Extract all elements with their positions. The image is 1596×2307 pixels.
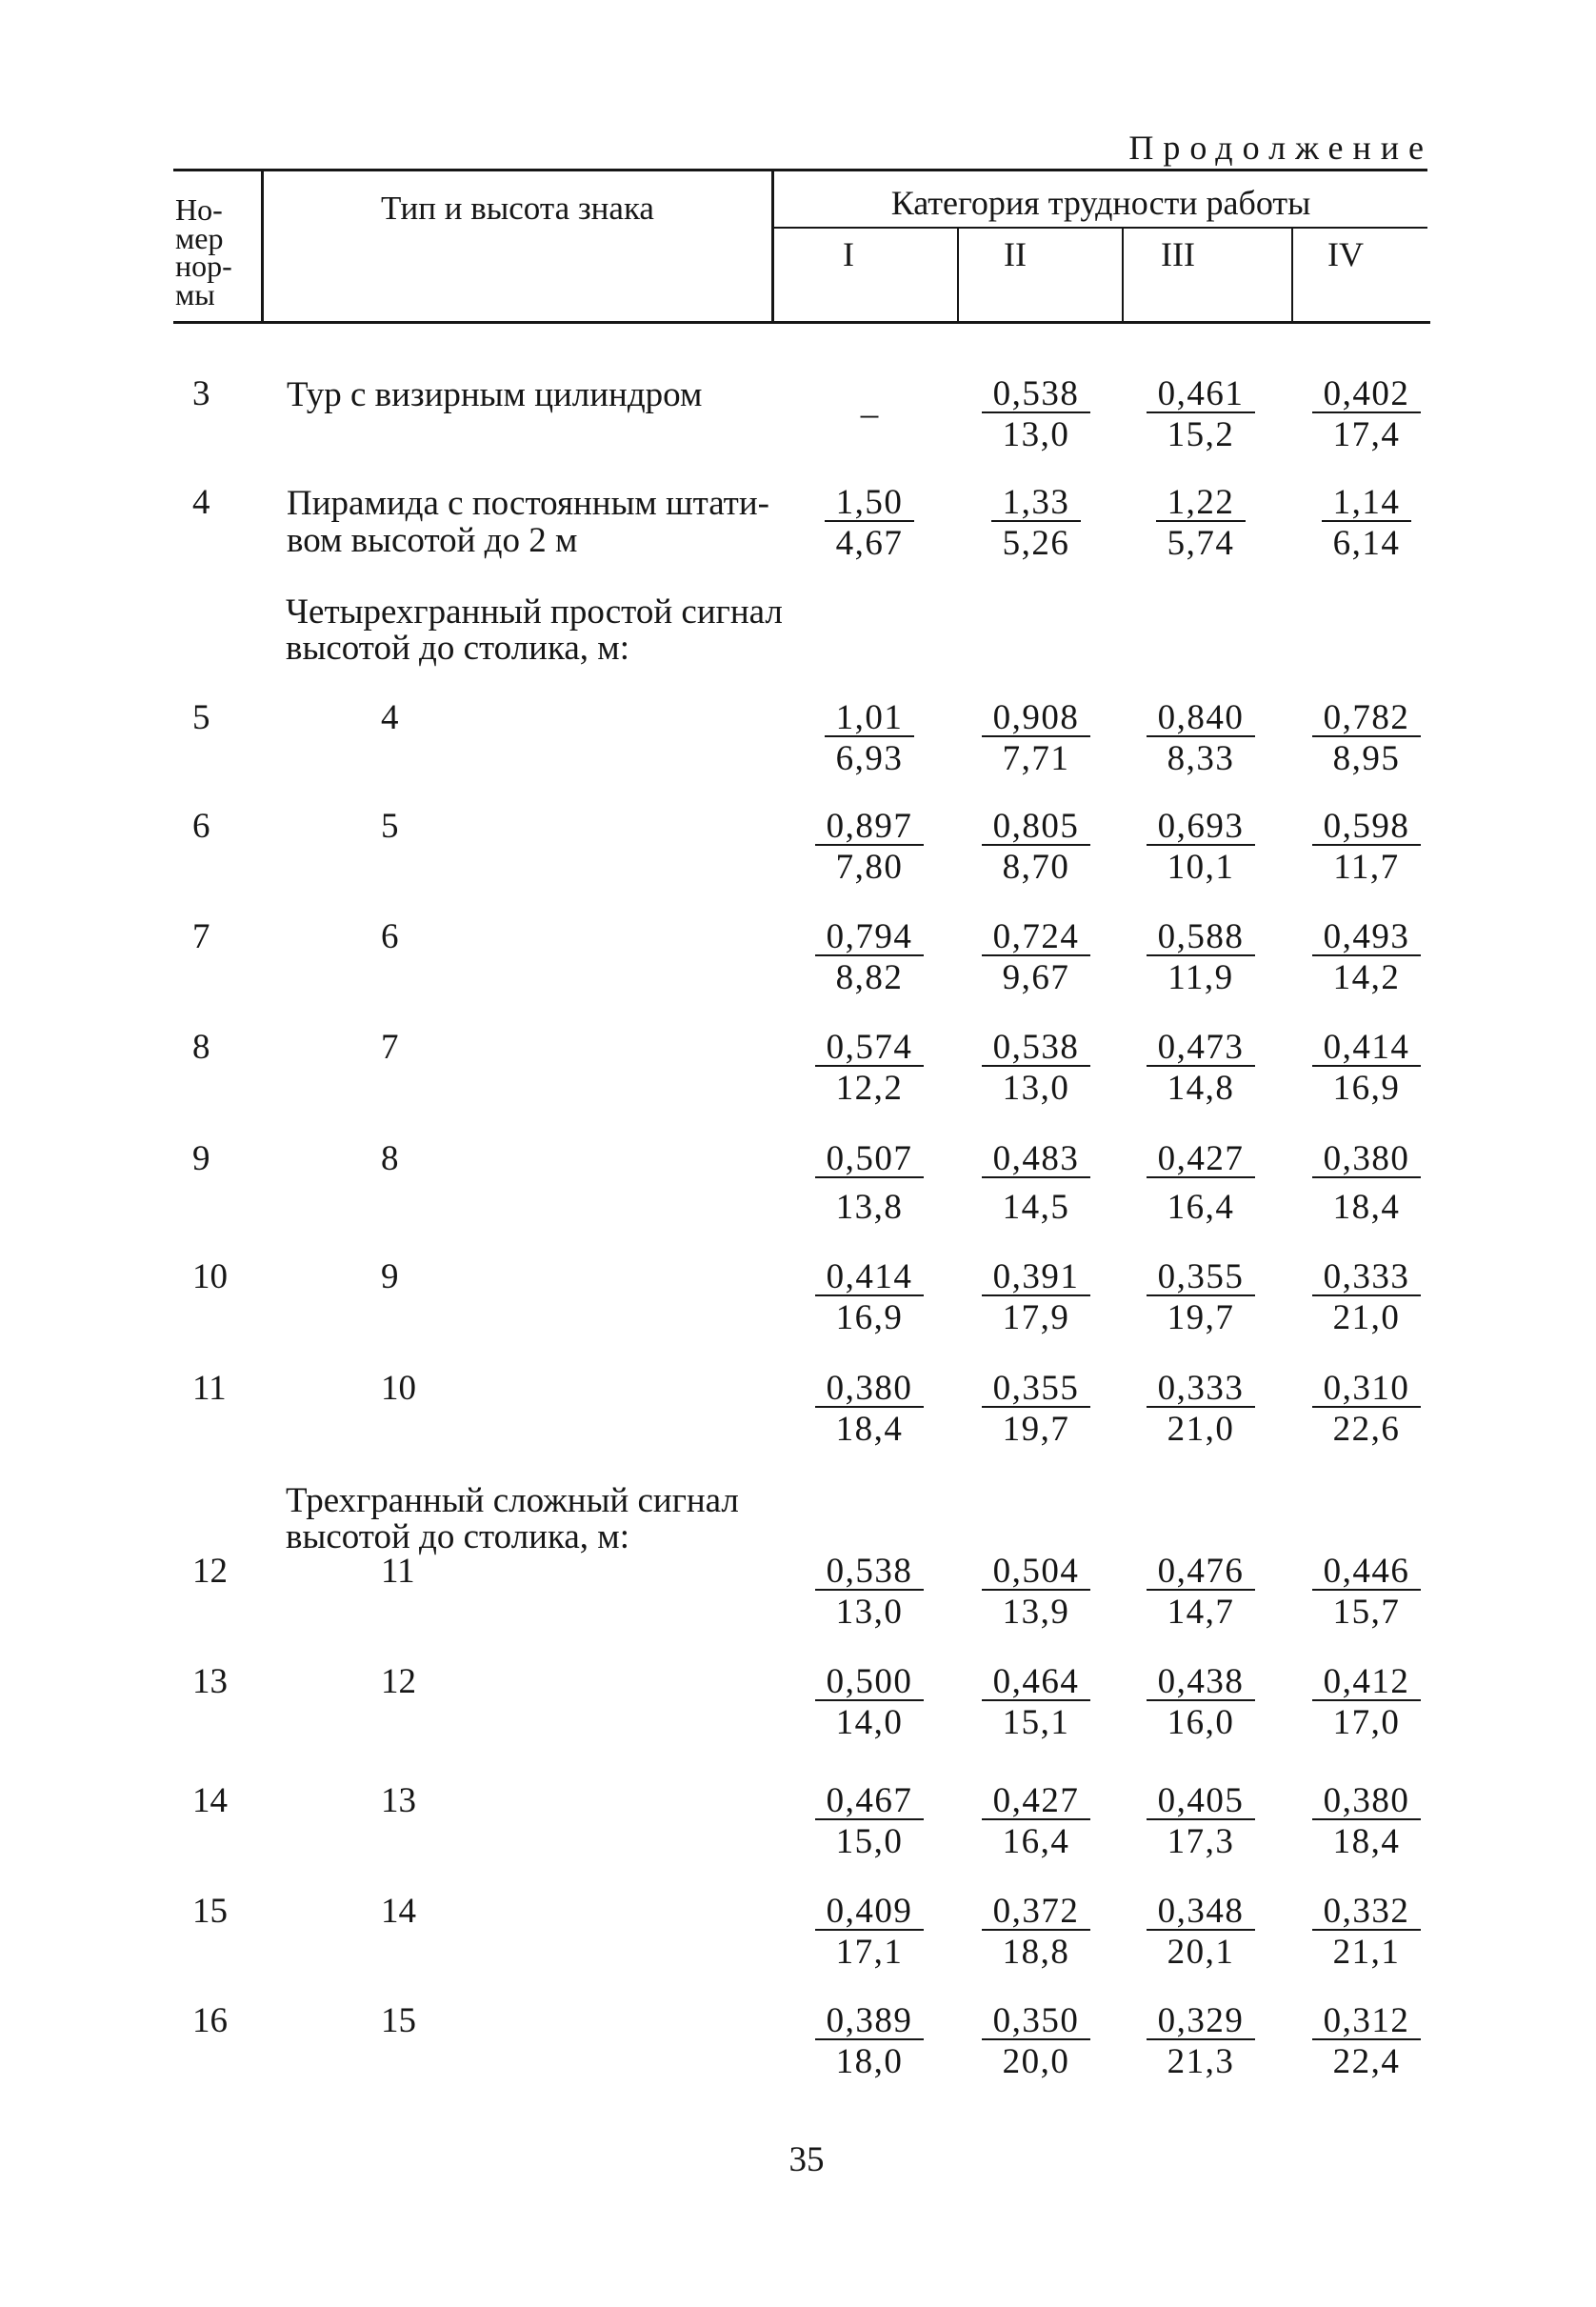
norm-numerator: 0,473 — [1147, 1031, 1256, 1067]
signal-height: 14 — [381, 1892, 416, 1931]
norm-fraction-category-ii — [941, 807, 1131, 887]
norm-number-header-line: мер — [175, 220, 224, 255]
norm-fraction-category-ii — [941, 917, 1131, 997]
norm-fraction-category-ii — [941, 1781, 1131, 1861]
norm-numerator: 1,50 — [825, 486, 915, 522]
empty-value-dash: – — [860, 394, 879, 433]
norm-denominator: 14,5 — [1002, 1188, 1070, 1227]
norm-number: 9 — [192, 1139, 210, 1178]
norm-numerator: 0,504 — [982, 1555, 1091, 1591]
norm-denominator: 21,3 — [1167, 2042, 1235, 2081]
norm-denominator: 5,26 — [1002, 524, 1070, 563]
norm-numerator: 1,33 — [991, 486, 1082, 522]
norm-numerator: 0,372 — [982, 1895, 1091, 1931]
norm-denominator: 8,82 — [835, 958, 904, 997]
norm-numerator: 0,310 — [1312, 1372, 1422, 1408]
norm-number: 7 — [192, 917, 210, 956]
table-row — [0, 919, 1596, 1014]
norm-denominator: 5,74 — [1167, 524, 1235, 563]
norm-number: 13 — [192, 1662, 228, 1701]
norm-fraction-category-iv — [1271, 1781, 1462, 1861]
norm-denominator: 22,4 — [1332, 2042, 1401, 2081]
norm-denominator: 13,8 — [835, 1188, 904, 1227]
norm-number-header-line: Но- — [175, 192, 223, 227]
norm-denominator: 19,7 — [1002, 1410, 1070, 1449]
norm-fraction-category-iii — [1106, 1369, 1296, 1449]
norm-numerator: 0,355 — [1147, 1260, 1256, 1296]
norm-numerator: 0,538 — [982, 377, 1091, 413]
norm-fraction-category-iii — [1106, 1781, 1296, 1861]
norm-numerator: 0,332 — [1312, 1895, 1422, 1931]
norm-number: 15 — [192, 1892, 228, 1931]
norm-numerator: 0,409 — [815, 1895, 925, 1931]
section-heading-line: высотой до столика, м: — [286, 1517, 629, 1556]
norm-fraction-category-iii — [1106, 1662, 1296, 1742]
norm-fraction-category-iii — [1106, 698, 1296, 778]
norm-numerator: 0,414 — [1312, 1031, 1422, 1067]
norm-denominator: 13,0 — [1002, 1069, 1070, 1108]
section-heading-line: Трехгранный сложный сигнал — [286, 1481, 739, 1520]
category-header-ii: II — [1004, 235, 1027, 273]
norm-denominator: 14,7 — [1167, 1593, 1235, 1632]
norm-numerator: 0,438 — [1147, 1665, 1256, 1701]
norm-number: 16 — [192, 2001, 228, 2040]
norm-fraction-category-i — [774, 1028, 965, 1108]
norm-fraction-category-iv — [1271, 1552, 1462, 1632]
norm-fraction-category-i — [774, 1552, 965, 1632]
norm-denominator: 13,0 — [835, 1593, 904, 1632]
norm-numerator: 0,380 — [1312, 1784, 1422, 1820]
signal-height: 9 — [381, 1257, 399, 1296]
norm-fraction-category-iv — [1271, 698, 1462, 778]
sign-type-name-line: Тур с визирным цилиндром — [287, 375, 703, 414]
norm-denominator: 4,67 — [835, 524, 904, 563]
signal-height: 13 — [381, 1781, 416, 1820]
norm-fraction-category-iv — [1271, 917, 1462, 997]
continuation-label: Продолжение — [1128, 129, 1433, 167]
norm-fraction-category-iv — [1271, 1892, 1462, 1972]
norm-denominator: 10,1 — [1167, 848, 1235, 887]
norm-fraction-category-ii — [941, 698, 1131, 778]
norm-numerator: 0,333 — [1147, 1372, 1256, 1408]
sign-type-name-line: Пирамида с постоянным штати- — [287, 484, 769, 523]
norm-number-header-line: нор- — [175, 249, 232, 283]
norm-numerator: 1,01 — [825, 701, 915, 737]
norm-numerator: 0,693 — [1147, 810, 1256, 846]
norm-fraction-category-iv — [1271, 1028, 1462, 1108]
sign-type-name — [287, 485, 769, 559]
norm-fraction-category-iv — [1271, 1139, 1462, 1227]
norm-fraction-category-iv — [1271, 374, 1462, 454]
table-row — [0, 1259, 1596, 1354]
norm-numerator: 0,405 — [1147, 1784, 1256, 1820]
norm-fraction-category-ii — [941, 1892, 1131, 1972]
norm-denominator: 15,2 — [1167, 415, 1235, 454]
norm-fraction-category-i — [774, 483, 965, 563]
norm-numerator: 0,724 — [982, 920, 1091, 956]
norm-denominator: 6,14 — [1332, 524, 1401, 563]
table-row — [0, 1030, 1596, 1125]
norm-denominator: 14,8 — [1167, 1069, 1235, 1108]
norm-denominator: 18,4 — [835, 1410, 904, 1449]
norm-number-header — [175, 192, 232, 311]
norm-numerator: 0,493 — [1312, 920, 1422, 956]
norm-denominator: 19,7 — [1167, 1298, 1235, 1337]
norm-denominator: 16,9 — [835, 1298, 904, 1337]
sign-type-header: Тип и высота знака — [381, 190, 654, 227]
signal-height: 4 — [381, 698, 399, 737]
norm-fraction-category-ii — [941, 1257, 1131, 1337]
norm-denominator: 20,1 — [1167, 1933, 1235, 1972]
norm-fraction-category-i — [774, 1662, 965, 1742]
signal-height: 12 — [381, 1662, 416, 1701]
norm-numerator: 0,794 — [815, 920, 925, 956]
norm-fraction-category-ii — [941, 1139, 1131, 1227]
norm-fraction-category-iii — [1106, 1257, 1296, 1337]
norm-numerator: 0,467 — [815, 1784, 925, 1820]
norm-fraction-category-iv — [1271, 1257, 1462, 1337]
norm-denominator: 11,7 — [1333, 848, 1400, 887]
norm-denominator: 18,4 — [1332, 1822, 1401, 1861]
norm-number: 5 — [192, 698, 210, 737]
norm-fraction-category-i — [774, 1781, 965, 1861]
norm-denominator: 18,8 — [1002, 1933, 1070, 1972]
norm-denominator: 18,0 — [835, 2042, 904, 2081]
signal-height: 6 — [381, 917, 399, 956]
table-row — [0, 1371, 1596, 1466]
norm-denominator: 18,4 — [1332, 1188, 1401, 1227]
norm-denominator: 16,0 — [1167, 1703, 1235, 1742]
category-header-iv: IV — [1327, 235, 1364, 273]
norm-number: 12 — [192, 1552, 228, 1591]
norm-denominator: 20,0 — [1002, 2042, 1070, 2081]
norm-number: 11 — [192, 1369, 227, 1408]
norm-numerator: 0,897 — [815, 810, 925, 846]
norm-denominator: 17,1 — [835, 1933, 904, 1972]
norm-denominator: 17,9 — [1002, 1298, 1070, 1337]
norm-fraction-category-i — [774, 2001, 965, 2081]
norm-fraction-category-i — [774, 698, 965, 778]
table-row — [0, 2003, 1596, 2098]
norm-numerator: 0,840 — [1147, 701, 1256, 737]
norm-fraction-category-i — [774, 1369, 965, 1449]
table-row — [0, 700, 1596, 795]
norm-denominator: 16,4 — [1167, 1188, 1235, 1227]
table-header-bottom-rule — [173, 321, 1430, 324]
norm-numerator: 0,483 — [982, 1142, 1091, 1178]
norm-denominator: 15,1 — [1002, 1703, 1070, 1742]
norm-numerator: 0,380 — [1312, 1142, 1422, 1178]
norm-fraction-category-i — [774, 1257, 965, 1337]
norm-numerator: 0,427 — [1147, 1142, 1256, 1178]
norm-fraction-category-iv — [1271, 807, 1462, 887]
norm-numerator: 0,348 — [1147, 1895, 1256, 1931]
norm-denominator: 21,1 — [1332, 1933, 1401, 1972]
section-heading-line: высотой до столика, м: — [286, 629, 629, 668]
norm-denominator: 7,71 — [1002, 739, 1070, 778]
difficulty-category-header: Категория трудности работы — [890, 184, 1311, 222]
norm-fraction-category-ii — [941, 1662, 1131, 1742]
sign-type-name — [287, 376, 702, 413]
table-row — [0, 485, 1596, 580]
category-divider-3 — [1291, 228, 1293, 322]
norm-numerator: 0,782 — [1312, 701, 1422, 737]
norm-fraction-category-i — [774, 807, 965, 887]
norm-denominator: 17,0 — [1332, 1703, 1401, 1742]
norm-number: 4 — [192, 483, 210, 522]
norm-fraction-category-ii — [941, 1552, 1131, 1632]
norm-numerator: 0,446 — [1312, 1555, 1422, 1591]
norm-denominator: 7,80 — [835, 848, 904, 887]
norm-fraction-category-i — [774, 1139, 965, 1227]
norm-number: 8 — [192, 1028, 210, 1067]
norm-numerator: 0,538 — [815, 1555, 925, 1591]
norm-numerator: 0,350 — [982, 2004, 1091, 2040]
norm-fraction-category-iii — [1106, 1028, 1296, 1108]
norm-numerator: 0,355 — [982, 1372, 1091, 1408]
norm-fraction-category-ii — [941, 1369, 1131, 1449]
norm-denominator: 15,7 — [1332, 1593, 1401, 1632]
norm-fraction-category-ii — [941, 2001, 1131, 2081]
norm-fraction-category-ii — [941, 1028, 1131, 1108]
norm-number: 3 — [192, 374, 210, 413]
norm-numerator: 0,588 — [1147, 920, 1256, 956]
norm-numerator: 0,333 — [1312, 1260, 1422, 1296]
norm-fraction-category-iii — [1106, 807, 1296, 887]
category-subheader-rule — [772, 227, 1427, 229]
norm-fraction-category-iv — [1271, 483, 1462, 563]
norm-fraction-category-iv — [1271, 1662, 1462, 1742]
norm-fraction-category-ii — [941, 483, 1131, 563]
signal-height: 8 — [381, 1139, 399, 1178]
signal-height: 11 — [381, 1552, 415, 1591]
signal-height: 5 — [381, 807, 399, 846]
norm-number-header-line: мы — [175, 276, 215, 311]
section-heading — [286, 1483, 739, 1555]
norm-numerator: 0,427 — [982, 1784, 1091, 1820]
norm-denominator: 14,0 — [835, 1703, 904, 1742]
norm-number: 10 — [192, 1257, 228, 1296]
norm-numerator: 0,461 — [1147, 377, 1256, 413]
norm-fraction-category-ii — [941, 374, 1131, 454]
norm-denominator: 14,2 — [1332, 958, 1401, 997]
norm-fraction-category-iii — [1106, 1552, 1296, 1632]
norm-denominator: 17,3 — [1167, 1822, 1235, 1861]
norm-denominator: 16,9 — [1332, 1069, 1401, 1108]
norm-numerator: 0,500 — [815, 1665, 925, 1701]
norm-numerator: 0,538 — [982, 1031, 1091, 1067]
norm-numerator: 0,329 — [1147, 2004, 1256, 2040]
category-divider-2 — [1122, 228, 1124, 322]
norm-denominator: 15,0 — [835, 1822, 904, 1861]
table-row — [0, 1554, 1596, 1649]
norm-numerator: 0,389 — [815, 2004, 925, 2040]
category-divider-1 — [957, 228, 959, 322]
norm-numerator: 0,402 — [1312, 377, 1422, 413]
norm-fraction-category-i — [774, 917, 965, 997]
norm-numerator: 0,574 — [815, 1031, 925, 1067]
category-header-iii: III — [1161, 235, 1195, 273]
norm-denominator: 8,70 — [1002, 848, 1070, 887]
table-row — [0, 1894, 1596, 1989]
norm-numerator: 1,22 — [1156, 486, 1247, 522]
norm-fraction-category-iii — [1106, 1892, 1296, 1972]
signal-height: 7 — [381, 1028, 399, 1067]
norm-numerator: 0,391 — [982, 1260, 1091, 1296]
norm-denominator: 21,0 — [1332, 1298, 1401, 1337]
norm-fraction-category-iv — [1271, 2001, 1462, 2081]
norm-number: 14 — [192, 1781, 228, 1820]
norm-fraction-category-iii — [1106, 1139, 1296, 1227]
norm-denominator: 22,6 — [1332, 1410, 1401, 1449]
norm-denominator: 9,67 — [1002, 958, 1070, 997]
norm-numerator: 0,507 — [815, 1142, 925, 1178]
norm-denominator: 21,0 — [1167, 1410, 1235, 1449]
table-row — [0, 1141, 1596, 1236]
norm-fraction-category-i — [774, 1892, 965, 1972]
section-heading-line: Четырехгранный простой сигнал — [286, 592, 783, 632]
section-heading — [286, 594, 783, 667]
norm-numerator: 0,312 — [1312, 2004, 1422, 2040]
table-row — [0, 809, 1596, 904]
norm-fraction-category-iv — [1271, 1369, 1462, 1449]
norm-denominator: 8,33 — [1167, 739, 1235, 778]
norm-denominator: 12,2 — [835, 1069, 904, 1108]
norm-numerator: 0,380 — [815, 1372, 925, 1408]
norm-numerator: 0,908 — [982, 701, 1091, 737]
norm-denominator: 16,4 — [1002, 1822, 1070, 1861]
signal-height: 15 — [381, 2001, 416, 2040]
norm-fraction-category-iii — [1106, 2001, 1296, 2081]
signal-height: 10 — [381, 1369, 416, 1408]
table-row — [0, 1783, 1596, 1878]
table-row — [0, 1664, 1596, 1759]
category-header-i: I — [843, 235, 854, 273]
norm-denominator: 6,93 — [835, 739, 904, 778]
table-row — [0, 376, 1596, 471]
norm-denominator: 8,95 — [1332, 739, 1401, 778]
norm-numerator: 0,412 — [1312, 1665, 1422, 1701]
table-top-rule — [173, 169, 1427, 171]
norm-numerator: 1,14 — [1322, 486, 1412, 522]
norm-number: 6 — [192, 807, 210, 846]
norm-denominator: 17,4 — [1332, 415, 1401, 454]
norm-fraction-category-iii — [1106, 917, 1296, 997]
sign-type-name-line: вом высотой до 2 м — [287, 521, 578, 560]
norm-fraction-category-iii — [1106, 374, 1296, 454]
norm-denominator: 13,9 — [1002, 1593, 1070, 1632]
norm-denominator: 13,0 — [1002, 415, 1070, 454]
norm-numerator: 0,414 — [815, 1260, 925, 1296]
norm-numerator: 0,805 — [982, 810, 1091, 846]
norm-numerator: 0,464 — [982, 1665, 1091, 1701]
norm-denominator: 11,9 — [1167, 958, 1234, 997]
norm-numerator: 0,598 — [1312, 810, 1422, 846]
norm-numerator: 0,476 — [1147, 1555, 1256, 1591]
norm-fraction-category-iii — [1106, 483, 1296, 563]
page-number: 35 — [788, 2140, 825, 2179]
